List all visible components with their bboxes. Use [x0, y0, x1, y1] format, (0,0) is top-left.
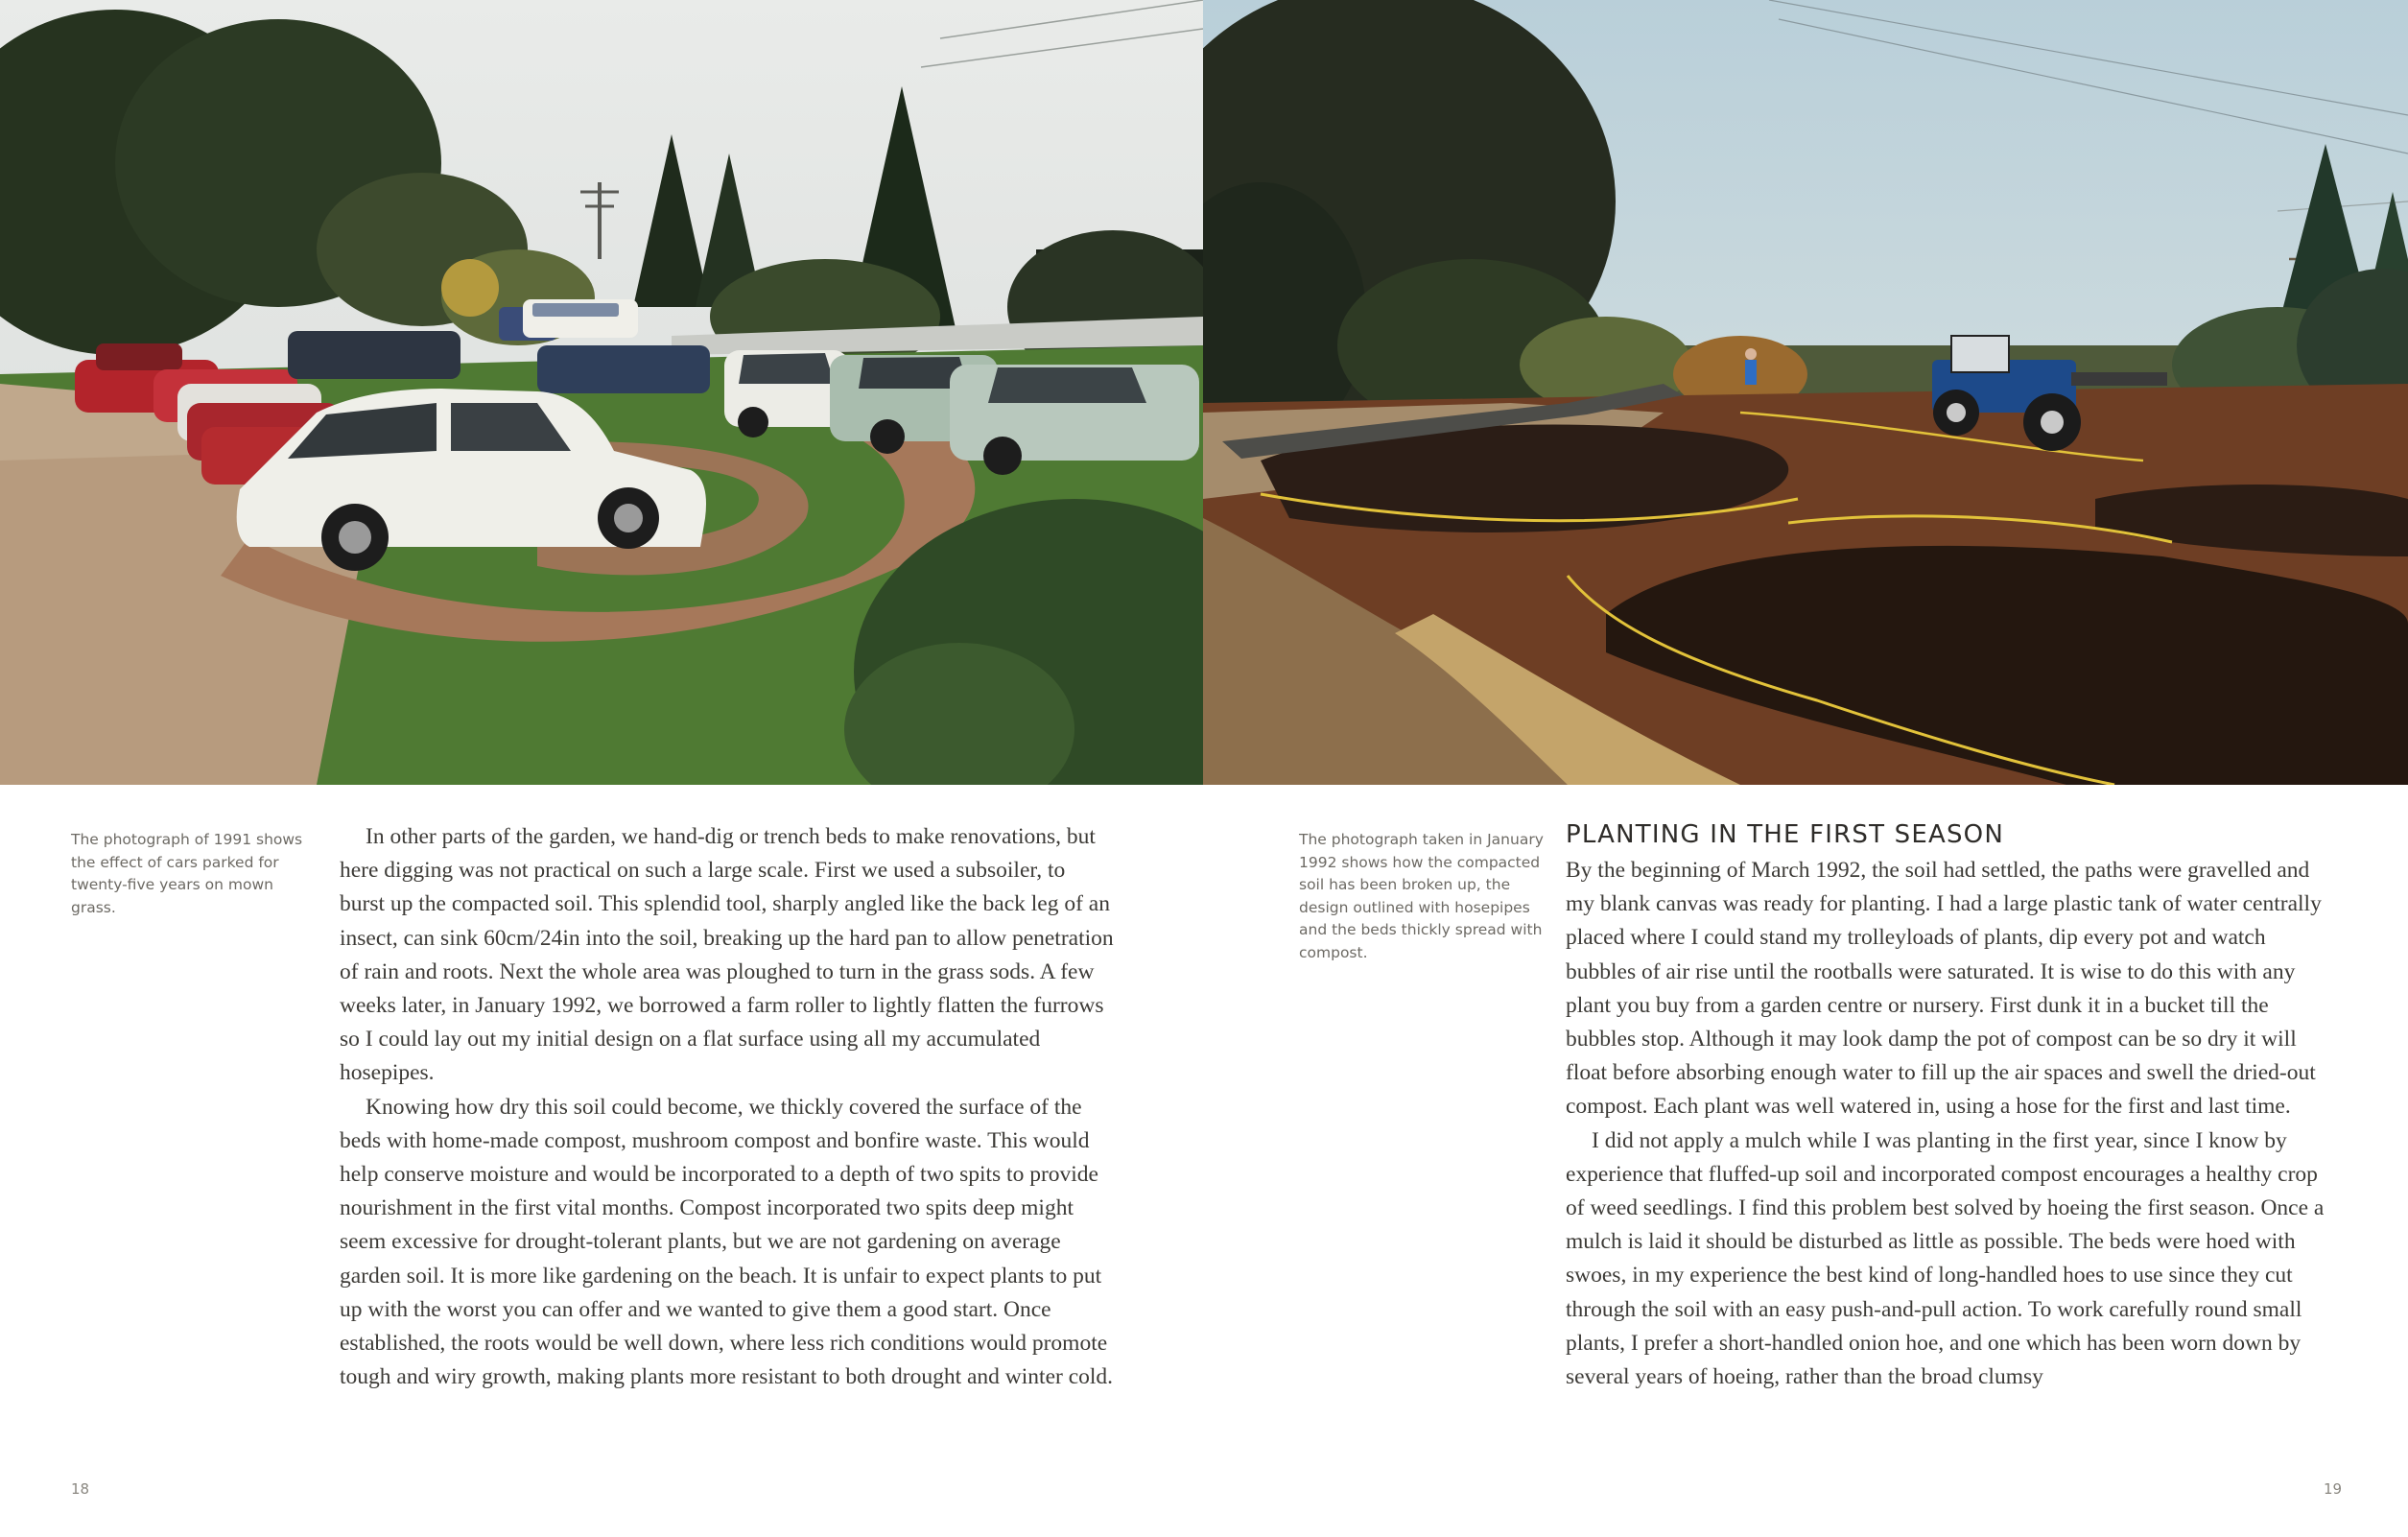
paragraph: Knowing how dry this soil could become, we thickly covered the surface of the beds with home-made compost, mushroom compost and bonfire waste. This would help conserve moisture and would be incorporated to a depth of two spits to provide nourishment in the first vital months. Compost incorporated two spits deep might seem excessive for drought-tolerant plants, but we are not gardening on average garden soil. It is more like gardening on the beach. It is unfair to expect plants to put up with the worst you can offer and we wanted to give them a good start. Once established, the roots would be well down, where less rich conditions would promote tough and wiry growth, making plants more resistant to both drought and winter cold. — [340, 1094, 1114, 1390]
section-heading: PLANTING IN THE FIRST SEASON — [1566, 820, 2004, 849]
paragraph: In other parts of the garden, we hand-dig or trench beds to make renovations, but here digging was not practical on such a large scale. First we used a subsoiler, to burst up the compacted soil. This splendid tool, sharply angled like the back leg of an insect, can sink 60cm/24in into the soil, breaking up the hard pan to allow penetration of rain and roots. Next the whole area was ploughed to turn in the grass sods. A few weeks later, in January 1992, we borrowed a farm roller to lightly flatten the furrows so I could lay out my initial design on a flat surface using all my accumulated hosepipes. — [340, 824, 1114, 1086]
body-text-right — [1566, 854, 2341, 1394]
paragraph: I did not apply a mulch while I was planting in the first year, since I know by experience that fluffed-up soil and incorporated compost encourages a healthy crop of weed seedlings. I find this problem best solved by hoeing the first season. Once a mulch is laid it should be disturbed as little as possible. The beds were hoed with swoes, in my experience the best kind of long-handled hoes to use since they cut through the soil with an easy push-and-pull action. To work carefully round small plants, I prefer a short-handled onion hoe, and one which has been worn down by several years of hoeing, rather than the broad clumsy — [1566, 1127, 2325, 1390]
photo-cars-on-grass — [0, 0, 1203, 785]
paragraph: By the beginning of March 1992, the soil had settled, the paths were gravelled and my blank canvas was ready for planting. I had a large plastic tank of water centrally placed where I could stand my trolleyloads of plants, dip every pot and watch bubbles of air rise until the rootballs were saturated. It is wise to do this with any plant you buy from a garden centre or nursery. First dunk it in a bucket till the bubbles stop. Although it may look damp the pot of compost can be so dry it will float before absorbing enough water to fill up the air spaces and swell the dried-out compost. Each plant was well watered in, using a hose for the first and last time. — [1566, 858, 2322, 1120]
page-number-left: 18 — [71, 1480, 90, 1498]
cars-on-grass-illustration — [0, 0, 1203, 785]
body-text-left — [340, 820, 1115, 1394]
tractor-on-soil-illustration — [1203, 0, 2408, 785]
page-number-right: 19 — [2324, 1480, 2343, 1498]
photo-tractor-on-soil — [1203, 0, 2408, 785]
photo-caption-left: The photograph of 1991 shows the effect of cars parked for twenty-five years on mown grass. — [71, 831, 303, 916]
photo-caption-right: The photograph taken in January 1992 shows how the compacted soil has been broken up, the design outlined with hosepipes and the beds thickly spread with compost. — [1299, 831, 1544, 961]
